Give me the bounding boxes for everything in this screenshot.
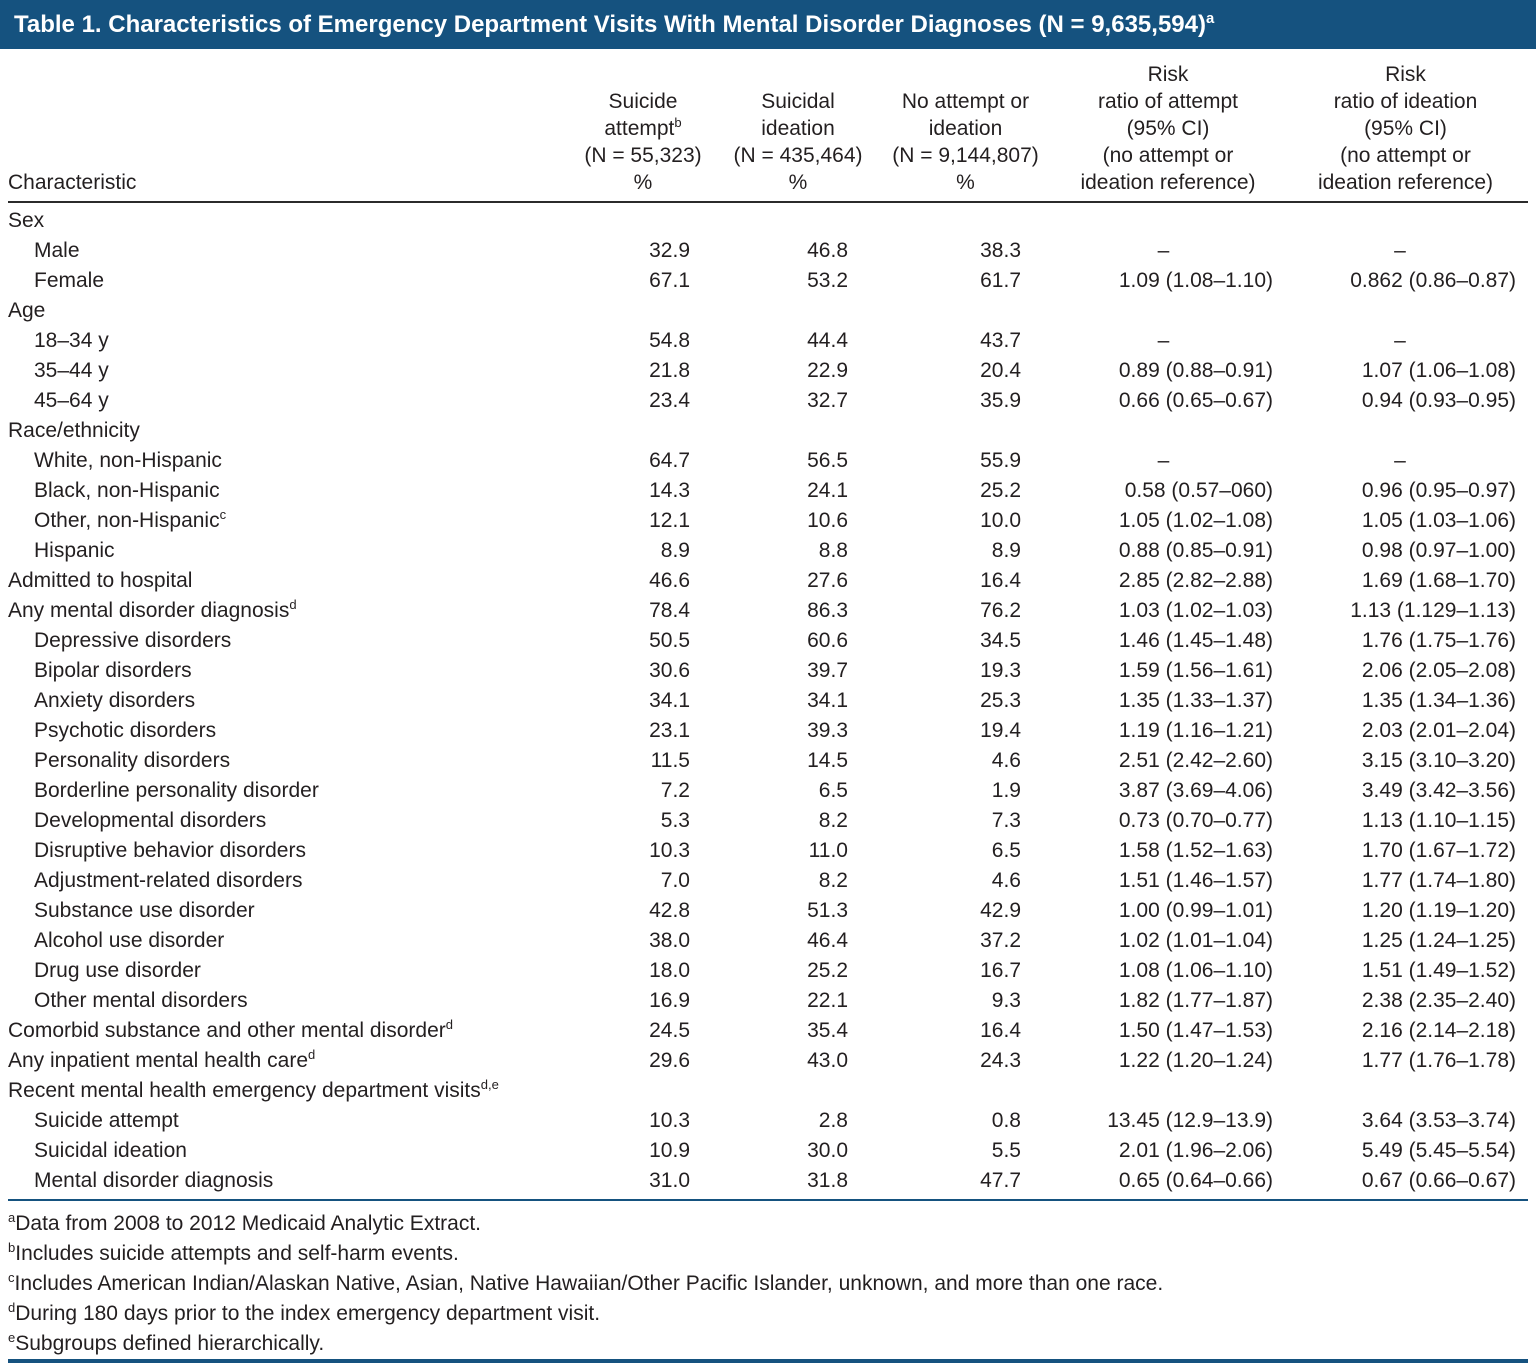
row-label: Female bbox=[34, 269, 105, 292]
value-cell: 1.59 (1.56–1.61) bbox=[1118, 659, 1273, 682]
value-cell: 50.5 bbox=[649, 629, 690, 652]
value-cell: 1.08 (1.06–1.10) bbox=[1118, 959, 1273, 982]
superscript: c bbox=[8, 1270, 15, 1285]
value-cell: 29.6 bbox=[649, 1049, 690, 1072]
value-cell bbox=[718, 1076, 878, 1106]
value-cell: 0.58 (0.57–060) bbox=[1124, 479, 1273, 502]
value-cell: 23.4 bbox=[649, 389, 690, 412]
value-cell: 25.2 bbox=[807, 959, 848, 982]
value-cell: 38.3 bbox=[980, 239, 1021, 262]
table-row bbox=[8, 896, 1528, 926]
row-label: Borderline personality disorder bbox=[34, 779, 319, 802]
superscript: d bbox=[289, 597, 297, 612]
value-cell: 1.09 (1.08–1.10) bbox=[1118, 269, 1273, 292]
value-cell: 24.3 bbox=[980, 1049, 1021, 1072]
table-row bbox=[8, 1016, 1528, 1046]
value-cell: 12.1 bbox=[649, 509, 690, 532]
table-row bbox=[8, 1166, 1528, 1200]
value-cell: 10.0 bbox=[980, 509, 1021, 532]
value-cell: 8.9 bbox=[660, 539, 690, 562]
value-cell: 1.51 (1.46–1.57) bbox=[1118, 869, 1273, 892]
value-cell: 1.35 (1.33–1.37) bbox=[1118, 689, 1273, 712]
row-label: Developmental disorders bbox=[34, 809, 267, 832]
value-cell: 24.1 bbox=[807, 479, 848, 502]
value-cell: 67.1 bbox=[649, 269, 690, 292]
value-cell: 1.58 (1.52–1.63) bbox=[1118, 839, 1273, 862]
value-cell: 1.05 (1.03–1.06) bbox=[1361, 509, 1516, 532]
table-row bbox=[8, 866, 1528, 896]
value-cell bbox=[568, 416, 718, 446]
value-cell: 1.13 (1.129–1.13) bbox=[1350, 599, 1516, 622]
row-label: Sex bbox=[8, 209, 45, 232]
value-cell: 9.3 bbox=[991, 989, 1021, 1012]
value-cell: 76.2 bbox=[980, 599, 1021, 622]
superscript: d bbox=[445, 1017, 453, 1032]
value-cell: 2.8 bbox=[818, 1109, 848, 1132]
value-cell: 18.0 bbox=[649, 959, 690, 982]
value-cell: 11.0 bbox=[808, 839, 848, 862]
value-cell: 42.9 bbox=[980, 899, 1021, 922]
value-cell: 55.9 bbox=[980, 449, 1021, 472]
value-cell: 1.22 (1.20–1.24) bbox=[1118, 1049, 1273, 1072]
value-cell: 22.1 bbox=[807, 989, 848, 1012]
value-cell: 16.9 bbox=[649, 989, 690, 1012]
value-cell: 4.6 bbox=[991, 749, 1021, 772]
table-row bbox=[8, 506, 1528, 536]
row-label: Other, non-Hispanic$^c$ bbox=[34, 507, 227, 532]
value-cell: 2.03 (2.01–2.04) bbox=[1361, 719, 1516, 742]
table-title: Table 1. Characteristics of Emergency Department Visits With Mental Disorder Diagnoses (N = 9,635,594) bbox=[14, 11, 1206, 38]
value-cell: 19.3 bbox=[980, 659, 1021, 682]
value-cell: 2.51 (2.42–2.60) bbox=[1118, 749, 1273, 772]
value-cell: 1.35 (1.34–1.36) bbox=[1361, 689, 1516, 712]
value-cell: 0.67 (0.66–0.67) bbox=[1283, 1166, 1528, 1200]
table-body bbox=[8, 202, 1528, 1200]
header-row bbox=[8, 49, 1528, 202]
value-cell: 6.5 bbox=[818, 779, 848, 802]
value-cell: 3.15 (3.10–3.20) bbox=[1361, 749, 1516, 772]
value-cell: 47.7 bbox=[878, 1166, 1053, 1200]
superscript: c bbox=[219, 507, 227, 522]
value-cell bbox=[1053, 202, 1283, 236]
row-label: Male bbox=[34, 239, 80, 262]
table-row bbox=[8, 596, 1528, 626]
table-container bbox=[0, 49, 1536, 1201]
value-cell: 10.3 bbox=[649, 839, 690, 862]
value-cell: 20.4 bbox=[980, 359, 1021, 382]
table-row bbox=[8, 956, 1528, 986]
value-cell: 0.73 (0.70–0.77) bbox=[1118, 809, 1273, 832]
value-cell bbox=[1283, 296, 1528, 326]
value-cell: 3.87 (3.69–4.06) bbox=[1118, 779, 1273, 802]
value-cell: 37.2 bbox=[980, 929, 1021, 952]
footnote: $^d$During 180 days prior to the index emergency department visit. bbox=[8, 1300, 601, 1325]
table-title-bar bbox=[0, 0, 1536, 49]
value-cell: 14.3 bbox=[649, 479, 690, 502]
value-cell: 1.46 (1.45–1.48) bbox=[1118, 629, 1273, 652]
value-cell: 54.8 bbox=[649, 329, 690, 352]
value-cell: 0.65 (0.64–0.66) bbox=[1053, 1166, 1283, 1200]
superscript: d bbox=[8, 1300, 16, 1315]
value-cell: – bbox=[1394, 239, 1406, 262]
row-label: 35–44 y bbox=[34, 359, 109, 382]
value-cell: 10.6 bbox=[807, 509, 848, 532]
table-row bbox=[8, 656, 1528, 686]
value-cell: 2.01 (1.96–2.06) bbox=[1118, 1139, 1273, 1162]
value-cell bbox=[718, 296, 878, 326]
value-cell: 8.2 bbox=[818, 809, 848, 832]
value-cell bbox=[1053, 1076, 1283, 1106]
value-cell: 32.9 bbox=[649, 239, 690, 262]
column-header-risk-ratio-attempt: Risk ratio of attempt (95% CI) (no attempt or ideation reference) bbox=[1053, 49, 1283, 202]
row-label: Suicide attempt bbox=[34, 1109, 179, 1132]
value-cell: – bbox=[1157, 239, 1170, 262]
value-cell: 27.6 bbox=[807, 569, 848, 592]
value-cell: 46.6 bbox=[649, 569, 690, 592]
value-cell: 16.7 bbox=[980, 959, 1021, 982]
value-cell: 24.5 bbox=[649, 1019, 690, 1042]
value-cell bbox=[878, 416, 1053, 446]
value-cell: 8.2 bbox=[818, 869, 848, 892]
table-title-superscript: a bbox=[1205, 11, 1215, 27]
value-cell: 60.6 bbox=[807, 629, 848, 652]
value-cell: 30.6 bbox=[649, 659, 690, 682]
table-row bbox=[8, 386, 1528, 416]
column-header-characteristic: Characteristic bbox=[8, 49, 568, 202]
table-row bbox=[8, 326, 1528, 356]
value-cell: 10.9 bbox=[649, 1139, 690, 1162]
table-row bbox=[8, 776, 1528, 806]
value-cell: – bbox=[1394, 449, 1406, 472]
row-label: Comorbid substance and other mental disorder$^d$ bbox=[8, 1017, 453, 1042]
row-label: Bipolar disorders bbox=[34, 659, 192, 682]
value-cell: 86.3 bbox=[807, 599, 848, 622]
value-cell: 31.8 bbox=[718, 1166, 878, 1200]
table-row bbox=[8, 476, 1528, 506]
value-cell: 0.94 (0.93–0.95) bbox=[1361, 389, 1516, 412]
value-cell: 22.9 bbox=[807, 359, 848, 382]
footnotes bbox=[0, 1201, 1536, 1359]
value-cell: 13.45 (12.9–13.9) bbox=[1107, 1109, 1273, 1132]
row-label: Age bbox=[8, 299, 46, 322]
value-cell bbox=[568, 1076, 718, 1106]
value-cell: 1.70 (1.67–1.72) bbox=[1361, 839, 1516, 862]
value-cell: 1.82 (1.77–1.87) bbox=[1118, 989, 1273, 1012]
value-cell: 35.4 bbox=[807, 1019, 848, 1042]
row-label: Depressive disorders bbox=[34, 629, 232, 652]
group-row bbox=[8, 1076, 1528, 1106]
row-label: Any mental disorder diagnosis$^d$ bbox=[8, 597, 297, 622]
value-cell: 7.0 bbox=[660, 869, 690, 892]
value-cell: 2.06 (2.05–2.08) bbox=[1361, 659, 1516, 682]
value-cell: 2.85 (2.82–2.88) bbox=[1118, 569, 1273, 592]
value-cell bbox=[568, 296, 718, 326]
value-cell: 19.4 bbox=[980, 719, 1021, 742]
table-row bbox=[8, 236, 1528, 266]
row-label: Other mental disorders bbox=[34, 989, 248, 1012]
value-cell: 34.1 bbox=[649, 689, 690, 712]
table-row bbox=[8, 1136, 1528, 1166]
value-cell: 8.8 bbox=[818, 539, 848, 562]
value-cell: 61.7 bbox=[980, 269, 1021, 292]
column-header-no-attempt-or-ideation: No attempt or ideation (N = 9,144,807) % bbox=[878, 49, 1053, 202]
value-cell: 1.25 (1.24–1.25) bbox=[1361, 929, 1516, 952]
value-cell: 43.7 bbox=[980, 329, 1021, 352]
value-cell: 44.4 bbox=[807, 329, 848, 352]
value-cell: 30.0 bbox=[807, 1139, 848, 1162]
value-cell: 42.8 bbox=[649, 899, 690, 922]
value-cell: 78.4 bbox=[649, 599, 690, 622]
value-cell: 25.3 bbox=[980, 689, 1021, 712]
value-cell: 34.5 bbox=[980, 629, 1021, 652]
value-cell: 2.38 (2.35–2.40) bbox=[1361, 989, 1516, 1012]
value-cell: 1.69 (1.68–1.70) bbox=[1361, 569, 1516, 592]
value-cell: – bbox=[1394, 329, 1406, 352]
value-cell: 1.51 (1.49–1.52) bbox=[1361, 959, 1516, 982]
value-cell: 7.2 bbox=[660, 779, 690, 802]
value-cell: 38.0 bbox=[649, 929, 690, 952]
superscript: d,e bbox=[480, 1077, 499, 1092]
row-label: Drug use disorder bbox=[34, 959, 201, 982]
group-row bbox=[8, 202, 1528, 236]
value-cell bbox=[568, 202, 718, 236]
superscript: b bbox=[8, 1240, 16, 1255]
superscript: d bbox=[308, 1047, 316, 1062]
row-label: Personality disorders bbox=[34, 749, 231, 772]
bottom-rule bbox=[8, 1359, 1528, 1363]
value-cell: 1.00 (0.99–1.01) bbox=[1118, 899, 1273, 922]
characteristics-table bbox=[8, 49, 1528, 1201]
row-label: Alcohol use disorder bbox=[34, 929, 225, 952]
footnote: $^e$Subgroups defined hierarchically. bbox=[8, 1330, 325, 1355]
value-cell bbox=[878, 1076, 1053, 1106]
column-header-risk-ratio-ideation: Risk ratio of ideation (95% CI) (no attempt or ideation reference) bbox=[1283, 49, 1528, 202]
table-row bbox=[8, 836, 1528, 866]
value-cell: 1.76 (1.75–1.76) bbox=[1361, 629, 1516, 652]
table-row bbox=[8, 746, 1528, 776]
value-cell: 25.2 bbox=[980, 479, 1021, 502]
row-label: Anxiety disorders bbox=[34, 689, 196, 712]
table-row bbox=[8, 986, 1528, 1016]
value-cell: 46.4 bbox=[807, 929, 848, 952]
superscript: b bbox=[674, 115, 682, 130]
value-cell: – bbox=[1157, 329, 1170, 352]
footnote: $^c$Includes American Indian/Alaskan Native, Asian, Native Hawaiian/Other Pacific Islander, unknown, and more than one race. bbox=[8, 1270, 1164, 1295]
value-cell: 1.77 (1.74–1.80) bbox=[1361, 869, 1516, 892]
value-cell bbox=[718, 416, 878, 446]
table-row bbox=[8, 686, 1528, 716]
value-cell: 34.1 bbox=[807, 689, 848, 712]
value-cell bbox=[718, 202, 878, 236]
value-cell: 1.03 (1.02–1.03) bbox=[1118, 599, 1273, 622]
value-cell: 46.8 bbox=[807, 239, 848, 262]
table-row bbox=[8, 926, 1528, 956]
row-label: Substance use disorder bbox=[34, 899, 255, 922]
value-cell: 16.4 bbox=[980, 1019, 1021, 1042]
value-cell: 1.50 (1.47–1.53) bbox=[1118, 1019, 1273, 1042]
footnote: $^a$Data from 2008 to 2012 Medicaid Analytic Extract. bbox=[8, 1210, 481, 1235]
table-row bbox=[8, 716, 1528, 746]
value-cell: 0.66 (0.65–0.67) bbox=[1118, 389, 1273, 412]
value-cell: 51.3 bbox=[807, 899, 848, 922]
value-cell bbox=[878, 296, 1053, 326]
value-cell: 1.13 (1.10–1.15) bbox=[1361, 809, 1516, 832]
value-cell bbox=[1053, 416, 1283, 446]
value-cell: 5.49 (5.45–5.54) bbox=[1361, 1139, 1516, 1162]
value-cell: 16.4 bbox=[980, 569, 1021, 592]
value-cell: 0.96 (0.95–0.97) bbox=[1361, 479, 1516, 502]
value-cell: 10.3 bbox=[649, 1109, 690, 1132]
superscript: a bbox=[8, 1210, 16, 1225]
value-cell: 3.64 (3.53–3.74) bbox=[1361, 1109, 1516, 1132]
value-cell: 0.89 (0.88–0.91) bbox=[1118, 359, 1273, 382]
group-row bbox=[8, 416, 1528, 446]
row-label: White, non-Hispanic bbox=[34, 449, 222, 472]
table-row bbox=[8, 1106, 1528, 1136]
value-cell: 39.7 bbox=[807, 659, 848, 682]
value-cell: 1.20 (1.19–1.20) bbox=[1361, 899, 1516, 922]
value-cell: 1.9 bbox=[991, 779, 1021, 802]
value-cell: 2.16 (2.14–2.18) bbox=[1361, 1019, 1516, 1042]
value-cell bbox=[1283, 202, 1528, 236]
value-cell: 56.5 bbox=[807, 449, 848, 472]
value-cell: 1.77 (1.76–1.78) bbox=[1361, 1049, 1516, 1072]
table-row bbox=[8, 536, 1528, 566]
row-label: Adjustment-related disorders bbox=[34, 869, 303, 892]
value-cell: 4.6 bbox=[991, 869, 1021, 892]
value-cell bbox=[878, 202, 1053, 236]
value-cell: 0.8 bbox=[991, 1109, 1021, 1132]
value-cell: 5.5 bbox=[991, 1139, 1021, 1162]
group-row bbox=[8, 296, 1528, 326]
row-label: Black, non-Hispanic bbox=[34, 479, 220, 502]
table-row bbox=[8, 356, 1528, 386]
value-cell: 31.0 bbox=[568, 1166, 718, 1200]
value-cell: 1.05 (1.02–1.08) bbox=[1118, 509, 1273, 532]
row-label: Disruptive behavior disorders bbox=[34, 839, 306, 862]
value-cell: 3.49 (3.42–3.56) bbox=[1361, 779, 1516, 802]
value-cell: 8.9 bbox=[991, 539, 1021, 562]
row-label: Mental disorder diagnosis bbox=[8, 1166, 568, 1200]
value-cell: 1.19 (1.16–1.21) bbox=[1118, 719, 1273, 742]
value-cell: 11.5 bbox=[650, 749, 690, 772]
row-label: Psychotic disorders bbox=[34, 719, 217, 742]
value-cell bbox=[1283, 1076, 1528, 1106]
row-label: Race/ethnicity bbox=[8, 419, 140, 442]
table-row bbox=[8, 1046, 1528, 1076]
table-row bbox=[8, 806, 1528, 836]
table-row bbox=[8, 626, 1528, 656]
value-cell bbox=[1053, 296, 1283, 326]
value-cell: 53.2 bbox=[807, 269, 848, 292]
value-cell: 23.1 bbox=[649, 719, 690, 742]
row-label: Admitted to hospital bbox=[8, 569, 193, 592]
value-cell: 14.5 bbox=[807, 749, 848, 772]
table-row bbox=[8, 566, 1528, 596]
superscript: e bbox=[8, 1330, 16, 1345]
row-label: Any inpatient mental health care$^d$ bbox=[8, 1047, 316, 1072]
value-cell: 35.9 bbox=[980, 389, 1021, 412]
value-cell: 0.88 (0.85–0.91) bbox=[1118, 539, 1273, 562]
table-row bbox=[8, 266, 1528, 296]
row-label: Recent mental health emergency department visits$^{d,e}$ bbox=[8, 1077, 499, 1102]
value-cell bbox=[1283, 416, 1528, 446]
row-label: Hispanic bbox=[34, 539, 115, 562]
footnote: $^b$Includes suicide attempts and self-harm events. bbox=[8, 1240, 459, 1265]
column-header-suicidal-ideation: Suicidal ideation (N = 435,464) % bbox=[718, 49, 878, 202]
value-cell: 6.5 bbox=[991, 839, 1021, 862]
value-cell: 43.0 bbox=[807, 1049, 848, 1072]
value-cell: 1.07 (1.06–1.08) bbox=[1361, 359, 1516, 382]
value-cell: 39.3 bbox=[807, 719, 848, 742]
value-cell: 7.3 bbox=[991, 809, 1021, 832]
value-cell: 0.862 (0.86–0.87) bbox=[1350, 269, 1516, 292]
value-cell: 32.7 bbox=[807, 389, 848, 412]
value-cell: – bbox=[1157, 449, 1170, 472]
value-cell: 64.7 bbox=[649, 449, 690, 472]
value-cell: 21.8 bbox=[649, 359, 690, 382]
row-label: 45–64 y bbox=[34, 389, 109, 412]
column-header-suicide-attempt: Suicide attempt$^b$ (N = 55,323) % bbox=[568, 49, 718, 202]
row-label: 18–34 y bbox=[34, 329, 109, 352]
value-cell: 1.02 (1.01–1.04) bbox=[1118, 929, 1273, 952]
row-label: Suicidal ideation bbox=[34, 1139, 187, 1162]
value-cell: 5.3 bbox=[660, 809, 690, 832]
value-cell: 0.98 (0.97–1.00) bbox=[1361, 539, 1516, 562]
table-row bbox=[8, 446, 1528, 476]
